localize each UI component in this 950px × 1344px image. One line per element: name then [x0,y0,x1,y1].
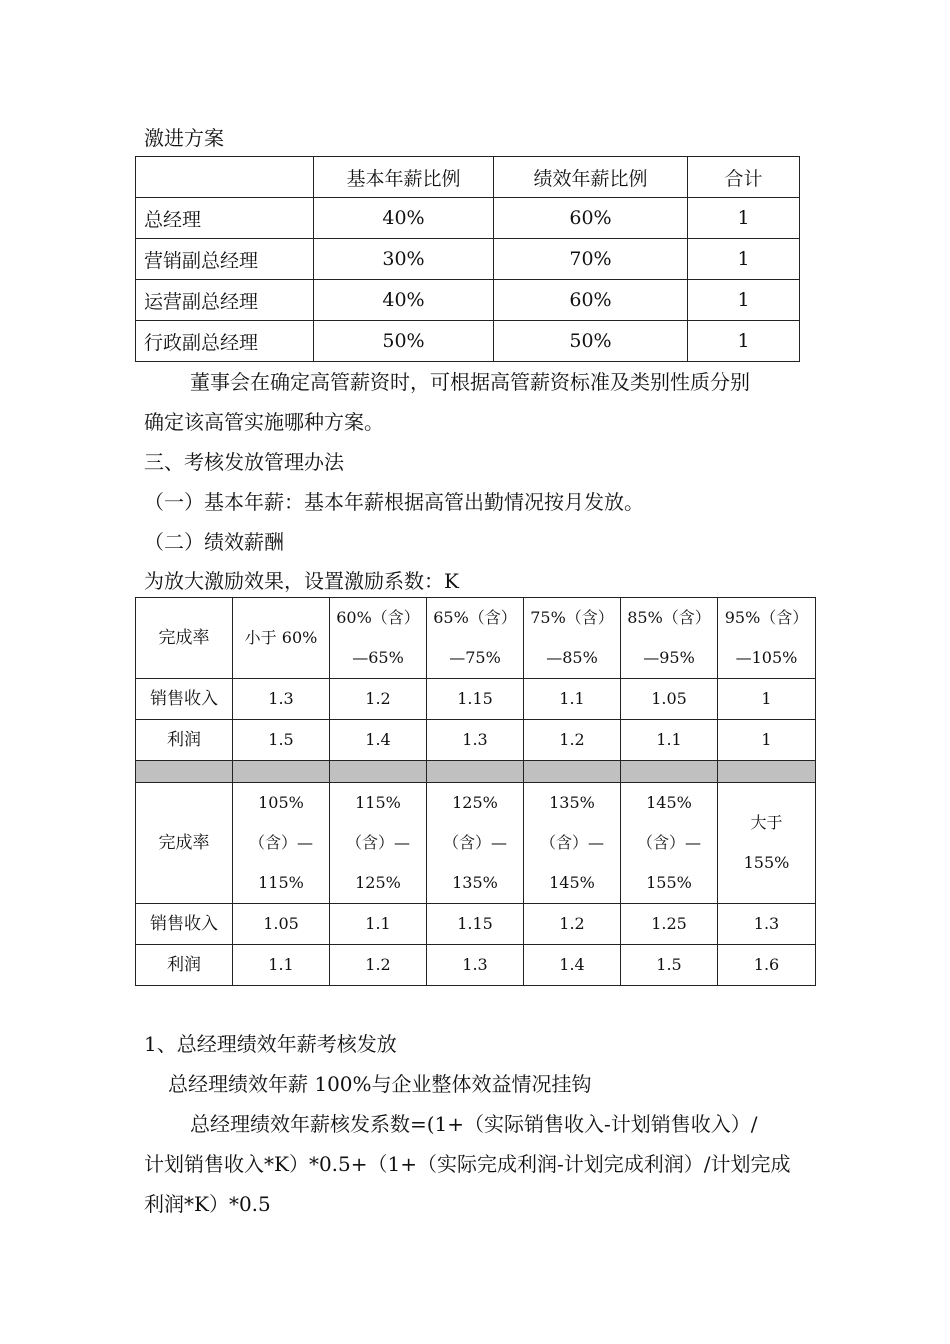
plan-heading: 激进方案 [144,126,224,150]
table-row [136,198,800,239]
range-text: 65%（含） [433,608,517,627]
range-cell [718,598,816,679]
formula-line1: 总经理绩效年薪核发系数=(1+（实际销售收入-计划销售收入）/ [190,1112,758,1136]
table-cell: 1.15 [427,679,524,720]
table-cell: 1.2 [330,679,427,720]
separator-cell [427,761,524,783]
range-cell [621,783,718,904]
sales-label: 销售收入 [136,679,233,720]
incentive-coefficient-table [135,597,816,986]
table-cell: 1 [718,720,816,761]
header-cell [136,157,314,198]
table-cell: 1.2 [524,720,621,761]
table-cell: 70% [494,239,688,280]
sales-row [136,904,816,945]
range-text: （含）— [442,833,507,852]
range-cell [233,598,330,679]
profit-label: 利润 [136,720,233,761]
table-cell: 60% [494,280,688,321]
range-cell [427,783,524,904]
range-text: 大于 [750,813,783,832]
table-cell: 1.05 [621,679,718,720]
range-cell [330,598,427,679]
table-cell: 1.1 [621,720,718,761]
row-label: 营销副总经理 [136,239,314,280]
table-cell: 1.6 [718,945,816,986]
range-text: 155% [743,853,790,872]
profit-row [136,720,816,761]
range-cell [621,598,718,679]
row-label: 总经理 [136,198,314,239]
separator-cell [136,761,233,783]
range-text: 135% [549,793,595,812]
subsection-basic-salary: （一）基本年薪：基本年薪根据高管出勤情况按月发放。 [144,490,644,514]
table-cell: 1.1 [524,679,621,720]
table-cell: 1.4 [330,720,427,761]
subsection-performance-pay: （二）绩效薪酬 [144,530,284,554]
separator-row [136,761,816,783]
sales-row [136,679,816,720]
range-text: 95%（含） [724,608,809,627]
rate-row [136,598,816,679]
rate-label: 完成率 [136,783,233,904]
sales-label: 销售收入 [136,904,233,945]
table-row [136,239,800,280]
separator-cell [621,761,718,783]
table-cell: 1.2 [330,945,427,986]
range-cell [524,598,621,679]
formula-line2: 计划销售收入*K）*0.5+（1+（实际完成利润-计划完成利润）/计划完成 [144,1152,791,1176]
range-text: 145% [549,873,595,892]
table-cell: 40% [314,198,494,239]
table-cell: 1 [688,280,800,321]
range-text: 155% [646,873,692,892]
header-cell: 绩效年薪比例 [494,157,688,198]
table-cell: 1.5 [621,945,718,986]
profit-label: 利润 [136,945,233,986]
rate-label: 完成率 [136,598,233,679]
table-cell: 1.3 [427,720,524,761]
table-cell: 1.4 [524,945,621,986]
table-row [136,321,800,362]
range-text: —65% [352,648,404,667]
row-label: 行政副总经理 [136,321,314,362]
range-text: 135% [452,873,498,892]
table-cell: 1.3 [427,945,524,986]
table-cell: 1.25 [621,904,718,945]
gm-section-line: 总经理绩效年薪 100%与企业整体效益情况挂钩 [168,1072,592,1096]
separator-cell [718,761,816,783]
separator-cell [330,761,427,783]
range-text: —95% [643,648,695,667]
range-text: 小于 60% [244,628,318,647]
table-cell: 1 [718,679,816,720]
gm-section-title: 1、总经理绩效年薪考核发放 [144,1032,397,1056]
table-cell: 1.2 [524,904,621,945]
range-text: （含）— [345,833,410,852]
table-cell: 1.1 [233,945,330,986]
formula-line3: 利润*K）*0.5 [144,1192,271,1216]
range-text: 145% [646,793,692,812]
row-label: 运营副总经理 [136,280,314,321]
table-cell: 1.1 [330,904,427,945]
salary-ratio-table [135,156,800,362]
board-paragraph-line2: 确定该高管实施哪种方案。 [144,410,384,434]
board-paragraph-line1: 董事会在确定高管薪资时，可根据高管薪资标准及类别性质分别 [190,370,750,394]
k-intro: 为放大激励效果，设置激励系数：K [144,569,459,593]
range-text: —85% [546,648,598,667]
table-cell: 1.5 [233,720,330,761]
header-cell: 基本年薪比例 [314,157,494,198]
range-text: 115% [258,873,304,892]
range-text: —75% [449,648,501,667]
table-cell: 50% [314,321,494,362]
range-cell [718,783,816,904]
range-text: 125% [355,873,401,892]
range-text: —105% [735,648,798,667]
table-cell: 30% [314,239,494,280]
header-cell: 合计 [688,157,800,198]
table-cell: 1.05 [233,904,330,945]
range-text: 60%（含） [336,608,420,627]
section-heading: 三、考核发放管理办法 [144,450,344,474]
range-text: 75%（含） [530,608,614,627]
range-text: 85%（含） [627,608,711,627]
table-cell: 1 [688,198,800,239]
separator-cell [524,761,621,783]
range-cell [330,783,427,904]
range-cell [427,598,524,679]
table-cell: 1 [688,239,800,280]
profit-row [136,945,816,986]
table-cell: 40% [314,280,494,321]
table-header-row [136,157,800,198]
rate-row [136,783,816,904]
range-text: 115% [355,793,401,812]
table-cell: 1.15 [427,904,524,945]
separator-cell [233,761,330,783]
range-cell [233,783,330,904]
table-cell: 1.3 [233,679,330,720]
table-cell: 1.3 [718,904,816,945]
table-cell: 60% [494,198,688,239]
range-text: （含）— [636,833,701,852]
range-text: （含）— [248,833,313,852]
table-row [136,280,800,321]
range-text: 125% [452,793,498,812]
table-cell: 1 [688,321,800,362]
range-text: 105% [258,793,304,812]
range-cell [524,783,621,904]
table-cell: 50% [494,321,688,362]
range-text: （含）— [539,833,604,852]
